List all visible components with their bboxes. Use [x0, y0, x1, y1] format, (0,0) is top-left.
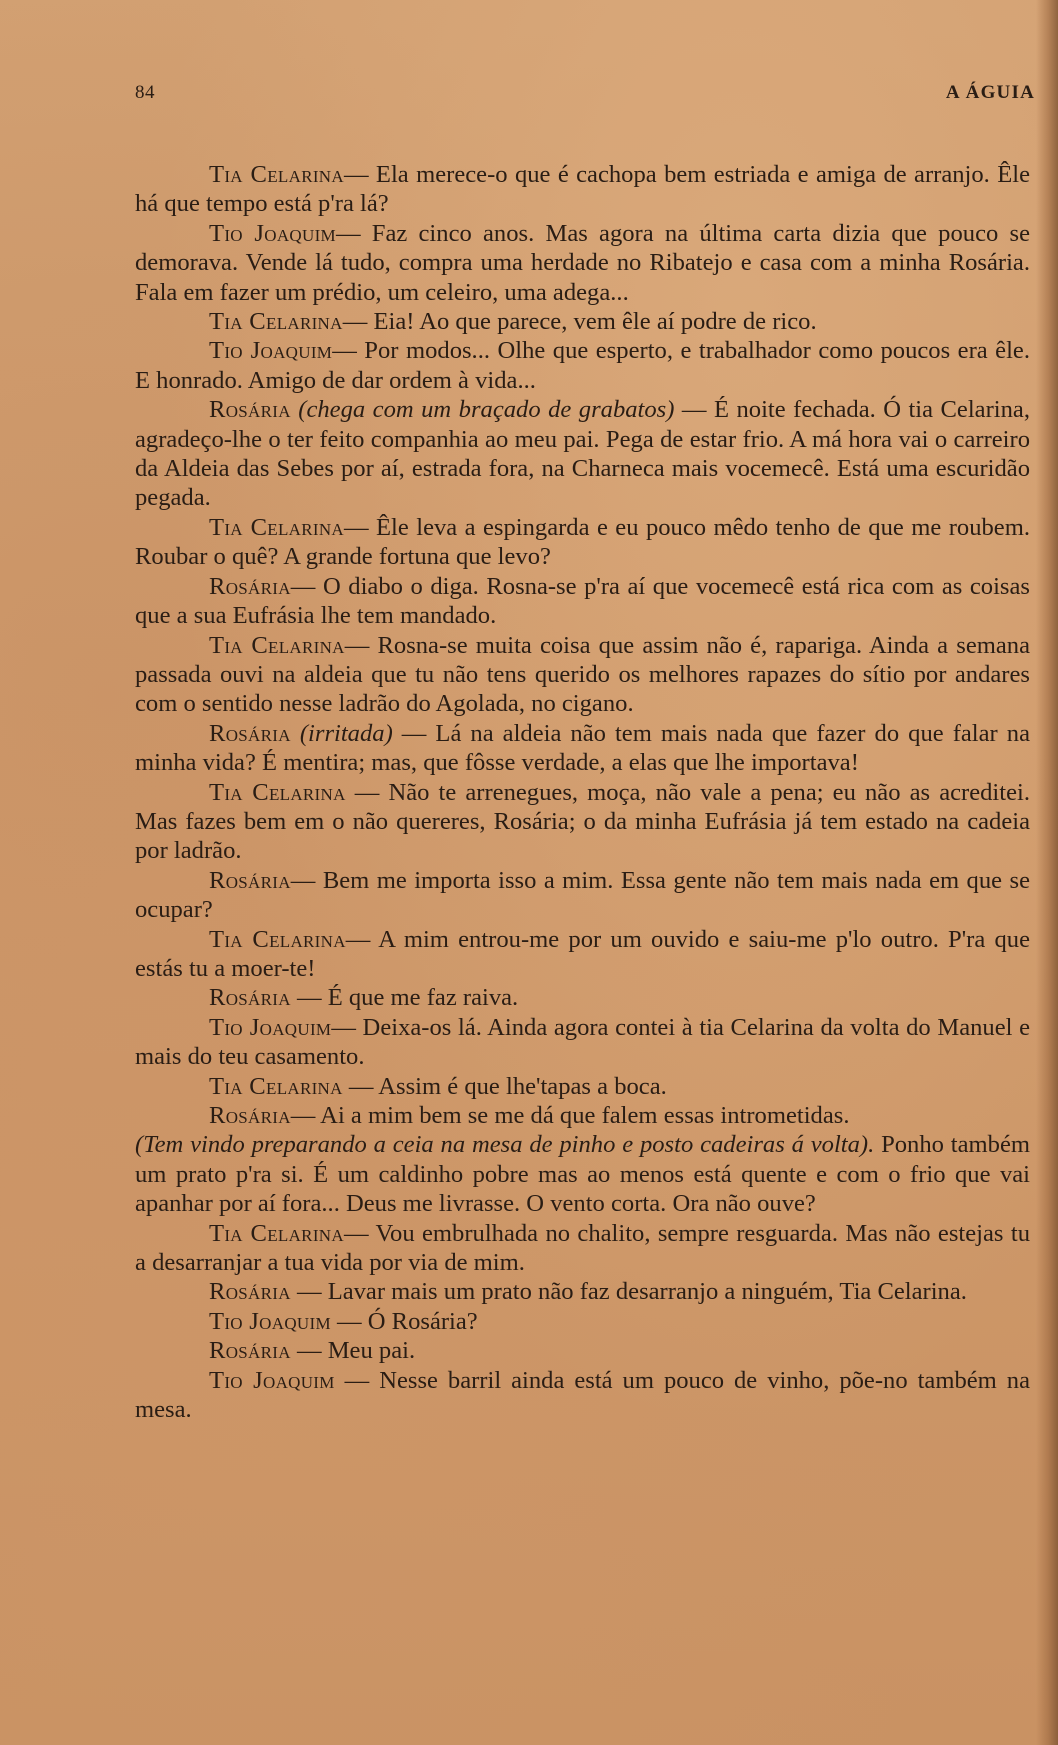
dialogue-text: — Rosna-se muita coisa que assim não é, rapariga. Ainda a semana passada ouvi na aldeia que tu não tens querido os melhores rapazes do sítio por andares com o sentido nesse ladrão do Agolada, no cigano.: [135, 631, 1030, 718]
dialogue-text: — É que me faz raiva.: [290, 984, 519, 1012]
speaker-name: Rosária: [209, 1278, 291, 1306]
dialogue-text: — Lavar mais um prato não faz desarranjo a ninguém, Tia Celarina.: [290, 1278, 967, 1306]
speaker-name: Tio Joaquim: [209, 1013, 332, 1041]
dialogue-text: — A mim entrou-me por um ouvido e saiu-me p'lo outro. P'ra que estás tu a moer-te!: [135, 925, 1030, 982]
speaker-name: Tio Joaquim: [209, 1307, 331, 1335]
speaker-name: Tia Celarina: [209, 1072, 343, 1100]
dialogue-text: — Deixa-os lá. Ainda agora contei à tia Celarina da volta do Manuel e mais do teu casamento.: [135, 1013, 1030, 1071]
speaker-name: Rosária: [209, 572, 291, 600]
dialogue-paragraph: [135, 160, 1030, 219]
dialogue-text: — Nesse barril ainda está um pouco de vinho, põe-no também na mesa.: [135, 1366, 1030, 1424]
dialogue-text: — Por modos... Olhe que esperto, e trabalhador como poucos era êle. E honrado. Amigo de dar ordem à vida...: [135, 337, 1030, 394]
dialogue-paragraph: [135, 395, 1030, 513]
page-number: 84: [135, 82, 155, 103]
speaker-name: Rosária: [209, 396, 291, 424]
dialogue-paragraph: [135, 1336, 1030, 1365]
dialogue-paragraph: [135, 719, 1030, 778]
dialogue-paragraph: [135, 513, 1030, 572]
speaker-name: Tio Joaquim: [209, 219, 336, 247]
dialogue-paragraph: [135, 1366, 1030, 1425]
dialogue-text: — Faz cinco anos. Mas agora na última carta dizia que pouco se demorava. Vende lá tudo, compra uma herdade no Ribatejo e casa com a minha Rosária. Fala em fazer um prédio, um celeiro, uma adega...: [135, 219, 1030, 306]
speaker-name: Rosária: [209, 984, 291, 1012]
dialogue-paragraph: [135, 866, 1030, 925]
speaker-name: Tio Joaquim: [209, 337, 333, 365]
speaker-name: Tia Celarina: [209, 925, 346, 953]
speaker-name: Rosária: [209, 866, 291, 894]
dialogue-paragraph: [135, 983, 1030, 1012]
speaker-name: Tio Joaquim: [209, 1366, 335, 1394]
dialogue-text: Ponho também um prato p'ra si. É um caldinho pobre mas ao menos está quente e com o frio que vai apanhar por aí fora... Deus me livrasse. O vento corta. Ora não ouve?: [135, 1131, 1030, 1218]
dialogue-paragraph: [135, 219, 1030, 307]
speaker-name: Tia Celarina: [209, 631, 345, 659]
page-header: [135, 82, 1035, 112]
speaker-name: Rosária: [209, 719, 291, 747]
page-edge-shadow: [1036, 0, 1058, 1745]
dialogue-paragraph: [135, 1307, 1030, 1336]
dialogue-text: — Ai a mim bem se me dá que falem essas intrometidas.: [290, 1102, 850, 1129]
dialogue-text: — Lá na aldeia não tem mais nada que fazer do que falar na minha vida? É mentira; mas, que fôsse verdade, a elas que lhe importava!: [135, 719, 1030, 777]
dialogue-text: — Vou embrulhada no chalito, sempre resguarda. Mas não estejas tu a desarranjar a tua vida por via de mim.: [135, 1219, 1030, 1277]
speaker-name: Tia Celarina: [209, 1219, 344, 1247]
dialogue-text: — Bem me importa isso a mim. Essa gente não tem mais nada em que se ocupar?: [135, 866, 1030, 924]
dialogue-paragraph: [135, 572, 1030, 631]
dialogue-paragraph: [135, 1219, 1030, 1278]
dialogue-paragraph: [135, 925, 1030, 984]
dialogue-text: — Não te arrenegues, moça, não vale a pena; eu não as acreditei. Mas fazes bem em o não quereres, Rosária; o da minha Eufrásia já tem estado na cadeia por ladrão.: [135, 778, 1030, 865]
dialogue-paragraph: [135, 1013, 1030, 1072]
dialogue-text: — É noite fechada. Ó tia Celarina, agradeço-lhe o ter feito companhia ao meu pai. Pega de estar frio. A má hora vai o carreiro da Aldeia das Sebes por aí, estrada fora, na Charneca mais vocemecê. Está uma escuridão pegada.: [135, 396, 1030, 512]
dialogue-paragraph: [135, 1101, 1030, 1219]
dialogue-text: — Ó Rosária?: [330, 1307, 478, 1335]
speaker-name: Tia Celarina: [209, 778, 346, 806]
dialogue-text: — Êle leva a espingarda e eu pouco mêdo tenho de que me roubem. Roubar o quê? A grande fortuna que levo?: [135, 513, 1030, 571]
dialogue-text: — Ela merece-o que é cachopa bem estriada e amiga de arranjo. Êle há que tempo está p'ra lá?: [135, 161, 1030, 218]
dialogue-text: — Meu pai.: [290, 1337, 416, 1365]
body-text: [135, 160, 1030, 1424]
dialogue-paragraph: [135, 1277, 1030, 1306]
speaker-name: Rosária: [209, 1337, 291, 1365]
stage-direction: (Tem vindo preparando a ceia na mesa de pinho e posto cadeiras á volta).: [135, 1131, 875, 1159]
speaker-name: Tia Celarina: [209, 513, 344, 541]
dialogue-text: — Eia! Ao que parece, vem êle aí podre de rico.: [342, 308, 817, 336]
speaker-name: Rosária: [209, 1102, 291, 1129]
dialogue-text: — Assim é que lhe'tapas a boca.: [342, 1072, 667, 1100]
dialogue-text: — O diabo o diga. Rosna-se p'ra aí que vocemecê está rica com as coisas que a sua Eufrásia lhe tem mandado.: [135, 572, 1030, 630]
dialogue-paragraph: [135, 307, 1030, 336]
dialogue-paragraph: [135, 631, 1030, 719]
stage-direction: (irritada): [299, 719, 393, 747]
dialogue-paragraph: [135, 778, 1030, 866]
dialogue-paragraph: [135, 336, 1030, 395]
stage-direction: (chega com um braçado de grabatos): [298, 396, 675, 424]
dialogue-paragraph: [135, 1072, 1030, 1101]
running-head: A ÁGUIA: [945, 82, 1035, 103]
speaker-name: Tia Celarina: [209, 308, 343, 336]
speaker-name: Tia Celarina: [209, 161, 344, 188]
